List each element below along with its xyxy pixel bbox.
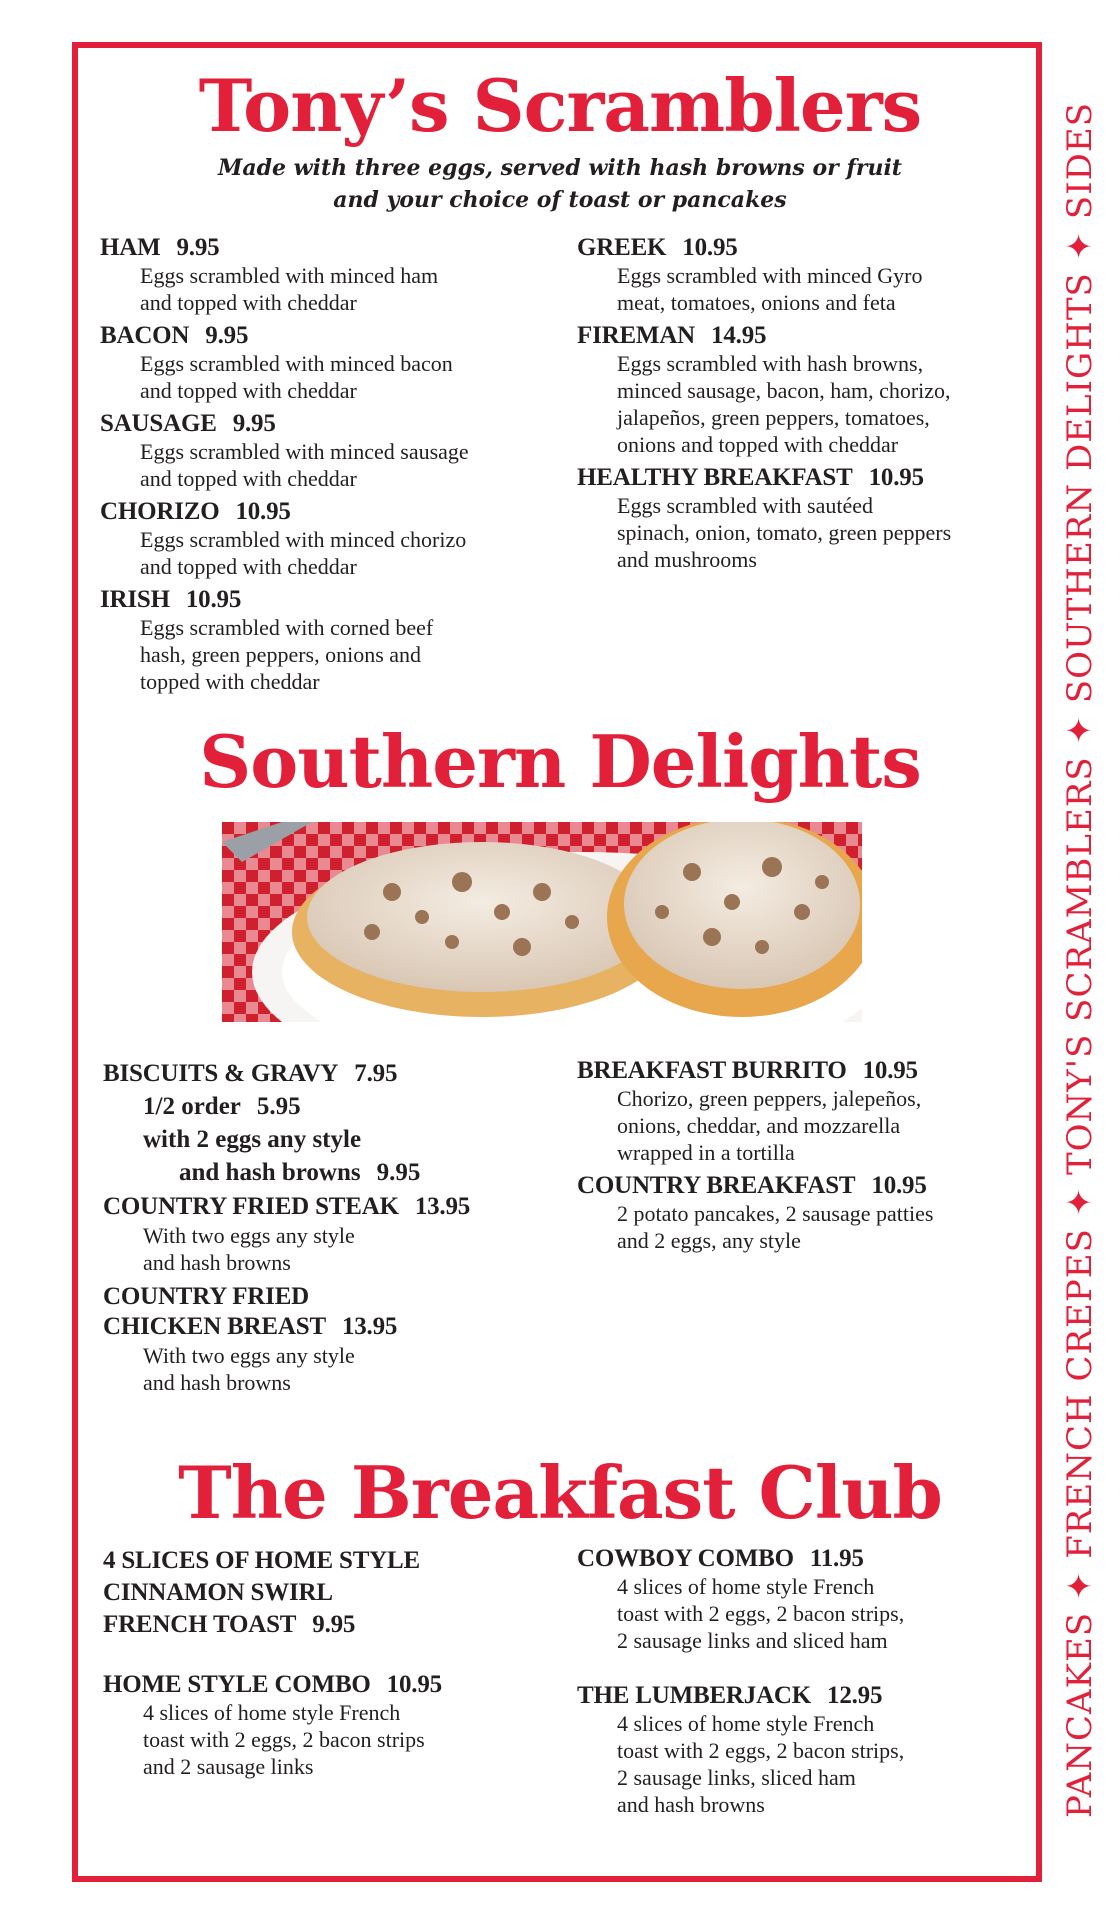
breakfast-club-title: The Breakfast Club bbox=[178, 1450, 942, 1535]
menu-item-country-fried-steak bbox=[103, 1191, 563, 1276]
desc-line: hash, green peppers, onions and bbox=[140, 642, 422, 667]
desc-line: and topped with cheddar bbox=[140, 378, 357, 403]
menu-item-cowboy-combo bbox=[577, 1545, 1022, 1654]
item-price: 10.95 bbox=[185, 586, 242, 613]
menu-item-ham bbox=[100, 234, 560, 316]
menu-item-fireman bbox=[577, 322, 1022, 458]
side-tab: PANCAKES ✦ FRENCH CREPES ✦ TONY'S SCRAMBLERS ✦ SOUTHERN DELIGHTS ✦ SIDES bbox=[1060, 101, 1100, 1819]
club-right-column bbox=[577, 1545, 1022, 1824]
item-description bbox=[100, 438, 560, 492]
item-name: HOME STYLE COMBO bbox=[103, 1671, 371, 1698]
item-description bbox=[577, 1573, 1022, 1654]
biscuits-gravy-illustration bbox=[222, 822, 862, 1022]
item-name-line: 4 SLICES OF HOME STYLE bbox=[103, 1547, 420, 1574]
item-price: 14.95 bbox=[711, 322, 767, 349]
item-price: 10.95 bbox=[682, 234, 738, 261]
menu-item-breakfast-burrito bbox=[577, 1057, 1022, 1166]
item-description bbox=[103, 1222, 563, 1276]
item-price: 13.95 bbox=[341, 1313, 398, 1340]
item-name: FRENCH TOAST bbox=[103, 1611, 297, 1638]
desc-line: minced sausage, bacon, ham, chorizo, bbox=[617, 378, 951, 403]
item-name: COUNTRY BREAKFAST bbox=[577, 1172, 856, 1199]
menu-item-country-breakfast bbox=[577, 1172, 1022, 1254]
desc-line: and topped with cheddar bbox=[140, 466, 357, 491]
desc-line: jalapeños, green peppers, tomatoes, bbox=[617, 405, 930, 430]
desc-line: Eggs scrambled with minced sausage bbox=[140, 439, 469, 464]
menu-item-the-lumberjack bbox=[577, 1682, 1022, 1818]
desc-line: meat, tomatoes, onions and feta bbox=[617, 290, 896, 315]
with-eggs-option bbox=[103, 1156, 563, 1189]
item-name: BACON bbox=[100, 322, 190, 349]
item-price: 10.95 bbox=[386, 1671, 442, 1698]
desc-line: 4 slices of home style French bbox=[617, 1574, 875, 1599]
menu-item-home-style-combo bbox=[103, 1671, 563, 1780]
desc-line: and topped with cheddar bbox=[140, 290, 357, 315]
desc-line: and mushrooms bbox=[617, 547, 757, 572]
subtitle-line: and your choice of toast or pancakes bbox=[333, 187, 787, 213]
menu-item-healthy-breakfast bbox=[577, 464, 1022, 573]
desc-line: and 2 sausage links bbox=[143, 1754, 314, 1779]
half-order-price: 5.95 bbox=[256, 1093, 301, 1120]
menu-item-sausage bbox=[100, 410, 560, 492]
item-description bbox=[577, 1200, 1022, 1254]
desc-line: wrapped in a tortilla bbox=[617, 1140, 795, 1165]
item-name: HEALTHY BREAKFAST bbox=[577, 464, 853, 491]
desc-line: and 2 eggs, any style bbox=[617, 1228, 801, 1253]
menu-item-irish bbox=[100, 586, 560, 695]
desc-line: Eggs scrambled with minced ham bbox=[140, 263, 439, 288]
desc-line: Eggs scrambled with minced Gyro bbox=[617, 263, 923, 288]
item-description bbox=[577, 1085, 1022, 1166]
item-name: CHORIZO bbox=[100, 498, 220, 525]
item-price: 12.95 bbox=[827, 1682, 883, 1709]
item-price: 10.95 bbox=[868, 464, 924, 491]
menu-item-cinnamon-french-toast bbox=[103, 1545, 563, 1641]
southern-left-column bbox=[103, 1057, 563, 1402]
item-price: 9.95 bbox=[205, 322, 249, 349]
item-name: SAUSAGE bbox=[100, 410, 217, 437]
item-name-line: COUNTRY FRIED bbox=[103, 1283, 310, 1310]
item-price: 13.95 bbox=[414, 1193, 471, 1220]
half-order bbox=[103, 1090, 563, 1123]
desc-line: topped with cheddar bbox=[140, 669, 320, 694]
item-name-line: CINNAMON SWIRL bbox=[103, 1579, 333, 1606]
desc-line: toast with 2 eggs, 2 bacon strips, bbox=[617, 1601, 905, 1626]
subtitle-line: Made with three eggs, served with hash browns or fruit bbox=[218, 155, 902, 181]
biscuits-gravy-photo bbox=[222, 822, 862, 1022]
item-price: 9.95 bbox=[232, 410, 276, 437]
item-description bbox=[100, 262, 560, 316]
item-description bbox=[577, 350, 1022, 458]
desc-line: and hash browns bbox=[143, 1370, 291, 1395]
desc-line: Eggs scrambled with minced bacon bbox=[140, 351, 453, 376]
scramblers-title: Tony’s Scramblers bbox=[198, 63, 922, 148]
desc-line: toast with 2 eggs, 2 bacon strips, bbox=[617, 1738, 905, 1763]
desc-line: 4 slices of home style French bbox=[143, 1700, 401, 1725]
item-name: THE LUMBERJACK bbox=[577, 1682, 812, 1709]
desc-line: Eggs scrambled with minced chorizo bbox=[140, 527, 467, 552]
southern-right-column bbox=[577, 1057, 1022, 1260]
desc-line: 2 potato pancakes, 2 sausage patties bbox=[617, 1201, 934, 1226]
scramblers-left-column bbox=[100, 234, 560, 701]
desc-line: 2 sausage links, sliced ham bbox=[617, 1765, 856, 1790]
item-price: 7.95 bbox=[354, 1060, 398, 1087]
desc-line: and hash browns bbox=[617, 1792, 765, 1817]
item-price: 10.95 bbox=[862, 1057, 918, 1084]
item-description bbox=[103, 1342, 563, 1396]
item-description bbox=[577, 492, 1022, 573]
item-description bbox=[577, 262, 1022, 316]
item-description bbox=[103, 1699, 563, 1780]
southern-title: Southern Delights bbox=[199, 719, 921, 804]
item-name: CHICKEN BREAST bbox=[103, 1313, 326, 1340]
item-description bbox=[577, 1710, 1022, 1818]
item-description bbox=[100, 350, 560, 404]
desc-line: Eggs scrambled with corned beef bbox=[140, 615, 434, 640]
item-name: HAM bbox=[100, 234, 161, 261]
item-name: FIREMAN bbox=[577, 322, 696, 349]
item-price: 10.95 bbox=[235, 498, 291, 525]
item-name: COWBOY COMBO bbox=[577, 1545, 794, 1572]
scramblers-right-column bbox=[577, 234, 1022, 579]
with-eggs-label: and hash browns bbox=[179, 1159, 361, 1186]
desc-line: 4 slices of home style French bbox=[617, 1711, 875, 1736]
item-name: IRISH bbox=[100, 586, 170, 613]
menu-item-greek bbox=[577, 234, 1022, 316]
desc-line: 2 sausage links and sliced ham bbox=[617, 1628, 888, 1653]
desc-line: and topped with cheddar bbox=[140, 554, 357, 579]
menu-item-chorizo bbox=[100, 498, 560, 580]
item-price: 10.95 bbox=[871, 1172, 927, 1199]
desc-line: spinach, onion, tomato, green peppers bbox=[617, 520, 952, 545]
item-name: GREEK bbox=[577, 234, 667, 261]
desc-line: With two eggs any style bbox=[143, 1343, 355, 1368]
desc-line: and hash browns bbox=[143, 1250, 291, 1275]
item-name: COUNTRY FRIED STEAK bbox=[103, 1193, 399, 1220]
desc-line: toast with 2 eggs, 2 bacon strips bbox=[143, 1727, 425, 1752]
desc-line: Chorizo, green peppers, jalepeños, bbox=[617, 1086, 922, 1111]
desc-line: With two eggs any style bbox=[143, 1223, 355, 1248]
item-description bbox=[100, 614, 560, 695]
item-price: 11.95 bbox=[809, 1545, 864, 1572]
with-eggs-price: 9.95 bbox=[376, 1159, 421, 1186]
desc-line: onions, cheddar, and mozzarella bbox=[617, 1113, 901, 1138]
menu-item-bacon bbox=[100, 322, 560, 404]
desc-line: onions and topped with cheddar bbox=[617, 432, 899, 457]
club-left-column bbox=[103, 1545, 563, 1786]
item-price: 9.95 bbox=[312, 1611, 356, 1638]
item-name: BISCUITS & GRAVY bbox=[103, 1060, 339, 1087]
menu-item-biscuits-gravy bbox=[103, 1057, 563, 1189]
menu-item-country-fried-chicken bbox=[103, 1282, 563, 1396]
scramblers-subtitle bbox=[150, 152, 970, 216]
desc-line: Eggs scrambled with hash browns, bbox=[617, 351, 924, 376]
desc-line: Eggs scrambled with sautéed bbox=[617, 493, 873, 518]
item-description bbox=[100, 526, 560, 580]
with-eggs-line: with 2 eggs any style bbox=[143, 1126, 362, 1153]
item-price: 9.95 bbox=[176, 234, 220, 261]
item-name: BREAKFAST BURRITO bbox=[577, 1057, 847, 1084]
half-order-label: 1/2 order bbox=[143, 1093, 241, 1120]
